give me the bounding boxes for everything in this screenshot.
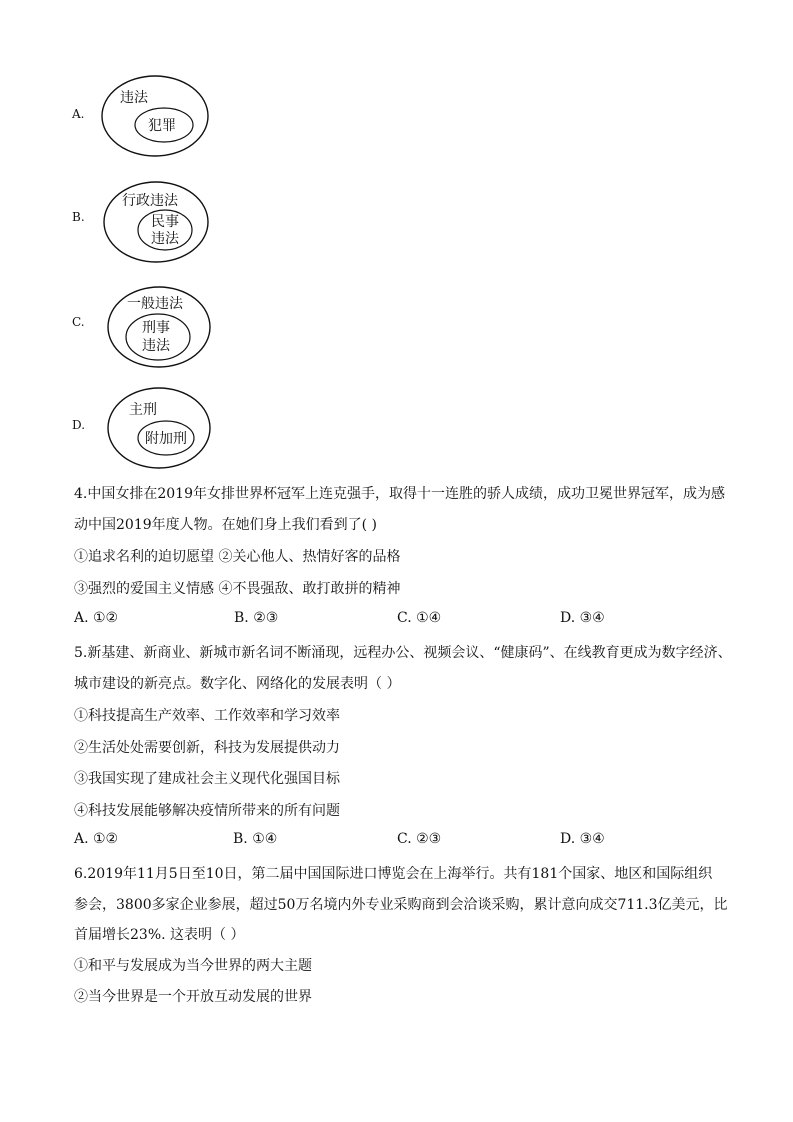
q4-stem-line-1: 4.中国女排在2019年女排世界杯冠军上连克强手，取得十一连胜的骄人成绩，成功卫冕世界冠军，成为感 [74, 486, 725, 502]
q5-choice-b[interactable]: B. ①④ [233, 831, 278, 847]
venn-b-outer-label: 行政违法 [122, 193, 178, 209]
venn-c-inner-label-1: 刑事 [142, 320, 170, 336]
q5-item-2: ②生活处处需要创新，科技为发展提供动力 [74, 740, 340, 756]
venn-a-inner-label: 犯罪 [148, 118, 176, 134]
venn-diagram-a [100, 74, 210, 158]
venn-a-outer-label: 违法 [120, 90, 148, 106]
option-b-letter: B. [72, 210, 85, 224]
q4-choice-d[interactable]: D. ③④ [560, 610, 605, 626]
q5-item-1: ①科技提高生产效率、工作效率和学习效率 [74, 708, 340, 724]
q4-item-2: ③强烈的爱国主义情感 ④不畏强敌、敢打敢拼的精神 [74, 581, 401, 597]
q5-choice-a[interactable]: A. ①② [74, 831, 119, 847]
venn-c-inner-label-2: 违法 [142, 338, 170, 354]
q6-stem-line-2: 参会，3800多家企业参展，超过50万名境内外专业采购商到会洽谈采购，累计意向成交711.3亿美元，比 [74, 897, 728, 913]
q4-choice-c[interactable]: C. ①④ [397, 610, 442, 626]
q6-stem-line-1: 6.2019年11月5日至10日，第二届中国国际进口博览会在上海举行。共有181个国家、地区和国际组织 [74, 866, 713, 882]
q4-stem-line-2: 动中国2019年度人物。在她们身上我们看到了( ) [74, 517, 378, 533]
q5-choice-c[interactable]: C. ②③ [397, 831, 442, 847]
venn-diagram-d [106, 386, 212, 470]
q5-choice-d[interactable]: D. ③④ [560, 831, 605, 847]
venn-c-outer-label: 一般违法 [127, 296, 183, 312]
option-c-letter: C. [72, 315, 85, 329]
option-d-letter: D. [72, 418, 86, 432]
q4-choice-b[interactable]: B. ②③ [234, 610, 279, 626]
q5-item-4: ④科技发展能够解决疫情所带来的所有问题 [74, 803, 340, 819]
q4-item-1: ①追求名利的迫切愿望 ②关心他人、热情好客的品格 [74, 549, 401, 565]
venn-d-inner-label: 附加刑 [145, 431, 187, 447]
venn-b-inner-label-1: 民事 [151, 214, 179, 230]
venn-b-inner-label-2: 违法 [151, 231, 179, 247]
option-a-letter: A. [72, 107, 85, 121]
q5-stem-line-2: 城市建设的新亮点。数字化、网络化的发展表明（ ） [74, 676, 401, 692]
venn-diagram-c [106, 285, 212, 369]
q6-item-2: ②当今世界是一个开放互动发展的世界 [74, 989, 312, 1005]
q4-choice-a[interactable]: A. ①② [74, 610, 119, 626]
venn-d-outer-label: 主刑 [129, 402, 157, 418]
q5-item-3: ③我国实现了建成社会主义现代化强国目标 [74, 771, 340, 787]
q6-stem-line-3: 首届增长23%. 这表明（ ） [74, 927, 245, 943]
q6-item-1: ①和平与发展成为当今世界的两大主题 [74, 958, 312, 974]
venn-diagram-b [102, 180, 210, 264]
q5-stem-line-1: 5.新基建、新商业、新城市新名词不断涌现，远程办公、视频会议、“健康码”、在线教育更成为数字经济、 [74, 645, 732, 661]
